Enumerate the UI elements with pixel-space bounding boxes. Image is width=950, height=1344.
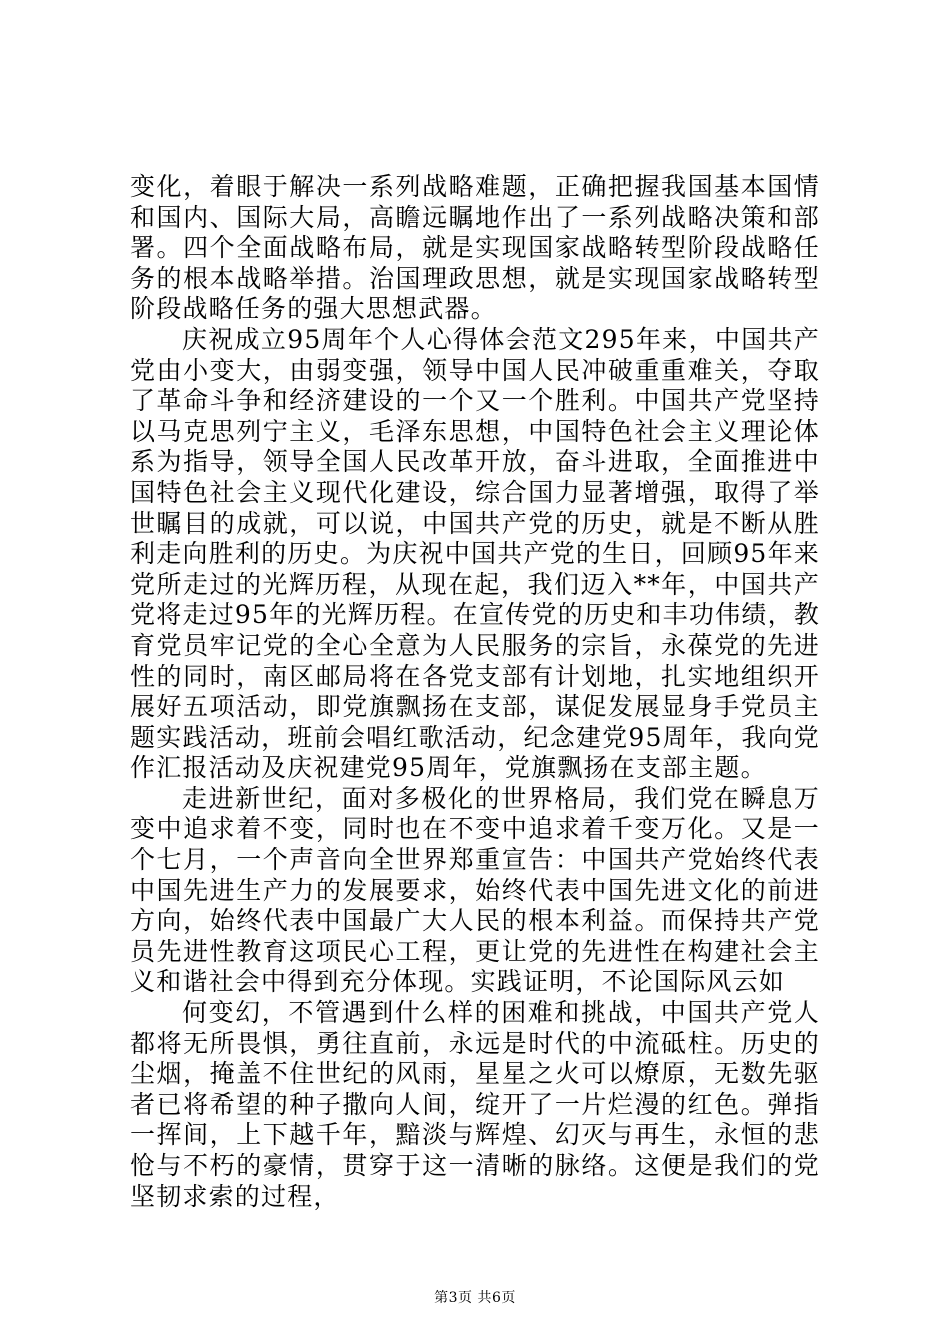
paragraph-2: 庆祝成立95周年个人心得体会范文295年来，中国共产党由小变大，由弱变强，领导中国人民冲破重重难关，夺取了革命斗争和经济建设的一个又一个胜利。中国共产党坚持以马克思列宁主义，毛泽东思想，中国特色社会主义理论体系为指导，领导全国人民改革开放，奋斗进取，全面推进中国特色社会主义现代化建设，综合国力显著增强，取得了举世瞩目的成就，可以说，中国共产党的历史，就是不断从胜利走向胜利的历史。为庆祝中国共产党的生日，回顾95年来党所走过的光辉历程，从现在起，我们迈入**年，中国共产党将走过95年的光辉历程。在宣传党的历史和丰功伟绩，教育党员牢记党的全心全意为人民服务的宗旨，永葆党的先进性的同时，南区邮局将在各党支部有计划地，扎实地组织开展好五项活动，即党旗飘扬在支部，谋促发展显身手党员主题实践活动，班前会唱红歌活动，纪念建党95周年，我向党作汇报活动及庆祝建党95周年，党旗飘扬在支部主题。 xyxy=(130,324,820,783)
document-body xyxy=(130,172,820,1212)
paragraph-3: 走进新世纪，面对多极化的世界格局，我们党在瞬息万变中追求着不变，同时也在不变中追求着千变万化。又是一个七月，一个声音向全世界郑重宣告：中国共产党始终代表中国先进生产力的发展要求，始终代表中国先进文化的前进方向，始终代表中国最广大人民的根本利益。而保持共产党员先进性教育这项民心工程，更让党的先进性在构建社会主义和谐社会中得到充分体现。实践证明，不论国际风云如 xyxy=(130,783,820,997)
paragraph-1: 变化，着眼于解决一系列战略难题，正确把握我国基本国情和国内、国际大局，高瞻远瞩地作出了一系列战略决策和部署。四个全面战略布局，就是实现国家战略转型阶段战略任务的根本战略举措。治国理政思想，就是实现国家战略转型阶段战略任务的强大思想武器。 xyxy=(130,172,820,324)
paragraph-4: 何变幻，不管遇到什么样的困难和挑战，中国共产党人都将无所畏惧，勇往直前，永远是时代的中流砥柱。历史的尘烟，掩盖不住世纪的风雨，星星之火可以燎原，无数先驱者已将希望的种子撒向人间，绽开了一片烂漫的红色。弹指一挥间，上下越千年，黯淡与辉煌、幻灭与再生，永恒的悲怆与不朽的豪情，贯穿于这一清晰的脉络。这便是我们的党坚韧求索的过程， xyxy=(130,998,820,1211)
page-number-footer: 第3页 共6页 xyxy=(434,1290,516,1306)
